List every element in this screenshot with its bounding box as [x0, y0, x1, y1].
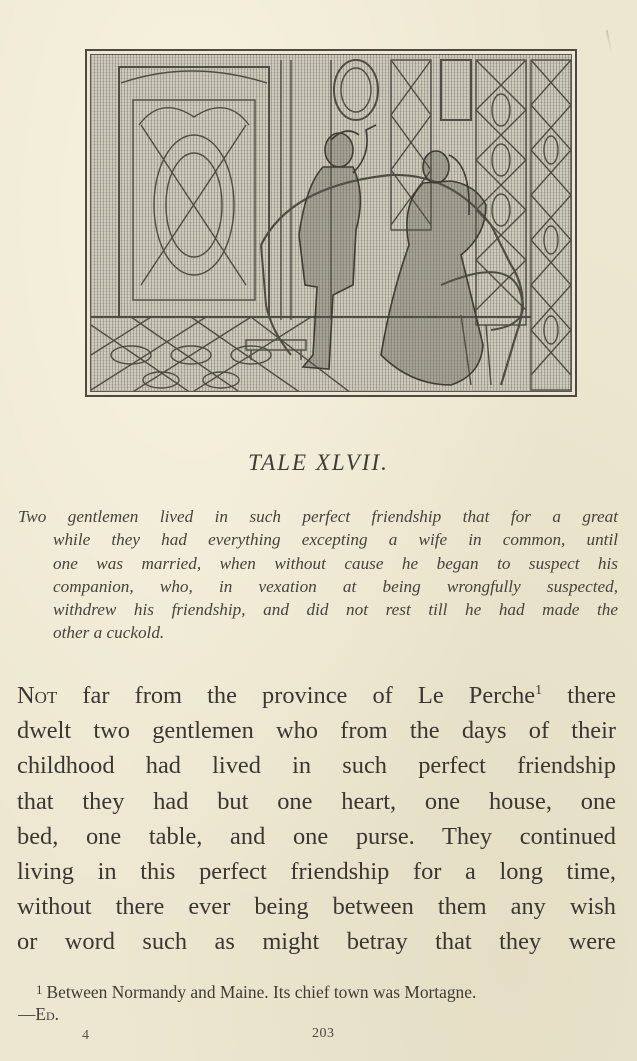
- footnote-number: 1: [36, 982, 43, 997]
- body-text-span: there: [542, 682, 617, 709]
- body-line: or word such as might betray that they were: [17, 928, 616, 956]
- body-text-span: far from the province of Le Perche: [57, 682, 536, 709]
- footnote-attribution: —Ed.: [18, 1004, 60, 1024]
- body-line-first: [17, 673, 616, 713]
- footnote-line: [18, 979, 616, 1003]
- engraving-scene-drawing: [91, 55, 572, 392]
- body-line: without there ever being between them any wish: [17, 893, 616, 921]
- body-line: that they had but one heart, one house, one: [17, 787, 616, 815]
- argument-line: one was married, when without cause he began to suspect his: [53, 553, 618, 573]
- tale-title: TALE XLVII.: [248, 450, 389, 475]
- signature-mark: 4: [82, 1028, 89, 1043]
- engraving-illustration: [85, 49, 577, 397]
- body-line: bed, one table, and one purse. They continued: [17, 822, 616, 850]
- footnote: [18, 979, 616, 1025]
- footnote-reference[interactable]: 1: [535, 683, 543, 698]
- tale-argument-summary: [18, 505, 618, 645]
- paper-crease-mark: [606, 30, 613, 52]
- page-number: 203: [312, 1026, 335, 1041]
- argument-line: withdrew his friendship, and did not rest till he had made the: [53, 600, 618, 620]
- drop-word-smallcaps: Not: [17, 682, 58, 709]
- argument-line: other a cuckold.: [53, 623, 165, 643]
- body-line: dwelt two gentlemen who from the days of their: [17, 717, 616, 745]
- body-line: childhood had lived in such perfect friendship: [17, 752, 616, 780]
- body-line: living in this perfect friendship for a long time,: [17, 858, 616, 886]
- argument-line: companion, who, in vexation at being wrongfully suspected,: [53, 576, 618, 596]
- footnote-text: Between Normandy and Maine. Its chief town was Mortagne.: [46, 982, 477, 1002]
- argument-line: while they had everything excepting a wife in common, until: [53, 530, 618, 550]
- body-paragraph: [17, 673, 616, 960]
- argument-line: Two gentlemen lived in such perfect friendship that for a great: [18, 507, 618, 526]
- engraving-image-area: [90, 54, 572, 392]
